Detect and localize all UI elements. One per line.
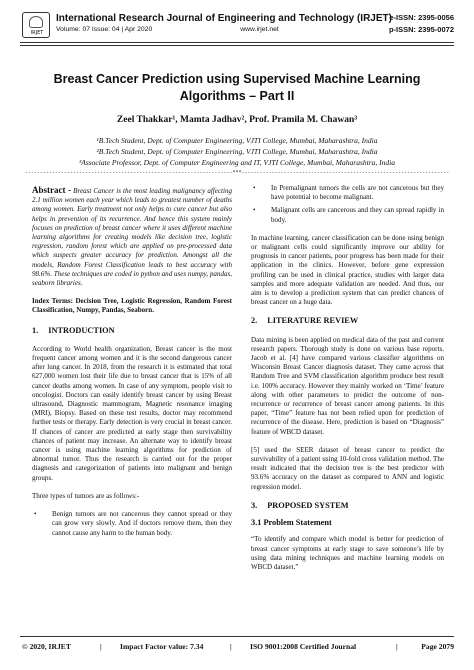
abstract-label: Abstract - bbox=[32, 185, 72, 195]
volume-line bbox=[56, 26, 279, 33]
section-number: 2. bbox=[251, 316, 258, 326]
problem-statement: “To identify and compare which model is better for prediction of breast cancer symptoms at early stage to save someone’s life by using data mining techniques and machine learning models on WBCD dataset.” bbox=[251, 535, 444, 571]
subsection-heading: 3.1 Problem Statement bbox=[251, 518, 332, 528]
index-terms: Index Terms: Decision Tree, Logistic Regression, Random Forest Classification, Numpy, Pandas, Seaborn. bbox=[32, 297, 232, 315]
right-column bbox=[251, 184, 444, 581]
literature-paragraph-2: [5] used the SEER dataset of breast cancer to predict the survivability of a patient using 10-fold cross validation method. The result indicated that the decision tree is the best predictor with 93.6% accuracy on the dataset as compared to ANN and logistic regression model. bbox=[251, 445, 444, 491]
volume-issue: Volume: 07 Issue: 04 | Apr 2020 bbox=[56, 26, 153, 33]
authors: Zeel Thakkar¹, Mamta Jadhav², Prof. Pramila M. Chawan³ bbox=[116, 115, 358, 125]
journal-header bbox=[22, 12, 454, 38]
paper-title bbox=[20, 71, 454, 105]
section-heading-introduction bbox=[32, 326, 232, 335]
tumor-types-intro: Three types of tumors are as follows:- bbox=[32, 491, 140, 500]
section-number: 1. bbox=[32, 325, 39, 335]
left-column bbox=[32, 186, 232, 547]
section-title: PROPOSED SYSTEM bbox=[267, 500, 349, 510]
page-number: Page 2079 bbox=[421, 642, 454, 651]
footer-sep-1: | bbox=[100, 642, 102, 651]
section-title: INTRODUCTION bbox=[48, 325, 115, 335]
header-rule bbox=[20, 42, 454, 43]
affiliation-3: ³Associate Professor, Dept. of Computer Engineering and IT, VJTI College, Mumbai, Maharashtra, India bbox=[79, 158, 395, 167]
tumor-list-part2 bbox=[251, 184, 444, 225]
footer-copyright: © 2020, IRJET bbox=[22, 642, 71, 651]
footer-iso: ISO 9001:2008 Certified Journal bbox=[250, 642, 357, 651]
title-line-1: Breast Cancer Prediction using Supervised Machine Learning bbox=[53, 72, 421, 86]
footer-sep-3: | bbox=[396, 642, 398, 651]
list-item: • Malignant cells are cancerous and they can spread rapidly in body. bbox=[251, 206, 444, 224]
logo-emblem-icon bbox=[29, 16, 43, 28]
literature-paragraph-1: Data mining is been applied on medical data of the past and current research papers. Thorough study is done on various base reports. Jacob et al. [4] have compared various classifier algorithms on Wisconsin Breast Cancer diagnosis dataset. They came across that Random Tree and SVM classification algorithm produce best result i.e. 100% accuracy. However they mainly worked on ‘Time’ feature along with other parameters to predict the outcome of non-recurrence or recurrence of breast cancer among patients. In this paper, “Time” feature has not been relied upon for prediction of recurrence of the disease. Here, prediction is based on “Diagnosis” feature of WBCD dataset. bbox=[251, 335, 444, 436]
section-number: 3. bbox=[251, 500, 258, 510]
footer-impact: Impact Factor value: 7.34 bbox=[120, 642, 204, 651]
section-title: LITERATURE REVIEW bbox=[267, 316, 359, 326]
footer-rule bbox=[20, 636, 454, 637]
list-item: • Benign tumors are not cancerous they cannot spread or they can grow very slowly. And if doctors remove them, then they cannot cause any harm to the human body. bbox=[32, 510, 232, 538]
journal-name: International Research Journal of Engineering and Technology (IRJET) bbox=[56, 13, 392, 24]
e-issn: e-ISSN: 2395-0056 bbox=[389, 13, 454, 22]
ml-paragraph: In machine learning, cancer classification can be done using benign or malignant cells could significantly improve our ability for prognosis in cancer patients, poor progress has been made for their application in the clinics. However, before gene expression profiling can be used in clinical practice, studies with larger data samples and more adequate validation are needed. And thus, our aim is to develop a prediction system that can predict chances of breast cancer on a huge data. bbox=[251, 233, 444, 307]
separator-line: ---------------------------------------------------------------------***--------------------------------------------------------------------- bbox=[24, 170, 450, 176]
section-heading-proposed bbox=[251, 501, 444, 510]
section-heading-literature bbox=[251, 316, 444, 325]
header-rule-2 bbox=[20, 45, 454, 46]
irjet-logo bbox=[22, 12, 50, 38]
title-line-2: Algorithms – Part II bbox=[179, 89, 295, 103]
intro-paragraph: According to World health organization, Breast cancer is the most frequent cancer among women and it is the second dangerous cancer after lung cancer. In 2018, from the research it is estimated that total 627,000 women lost their life due to breast cancer that is 15% of all cancer deaths among women. In case of any symptom, people visit to oncologist. Doctors can easily identify breast cancer by using Breast ultrasound, Diagnostic mammogram, Magnetic resonance imaging (MRI), Biopsy. Based on these test results, doctor may recommend further tests or therapy. Early detection is very crucial in breast cancer. If chances of cancer are predicted at early stage then survivability chances of patient may increase. An alternate way to identify breast cancer is using machine learning algorithms for prediction of abnormal tumor. Thus the research is carried out for the proper diagnosis and categorization of patients into malignant and benign groups. bbox=[32, 344, 232, 482]
footer-sep-2: | bbox=[230, 642, 232, 651]
logo-text: IRJET bbox=[30, 30, 44, 36]
affiliation-2: ²B.Tech Student, Dept. of Computer Engineering, VJTI College, Mumbai, Maharashtra, India bbox=[96, 147, 378, 156]
p-issn: p-ISSN: 2395-0072 bbox=[388, 25, 454, 34]
website-link[interactable]: www.irjet.net bbox=[240, 26, 279, 33]
affiliation-1: ¹B.Tech Student, Dept. of Computer Engineering, VJTI College, Mumbai, Maharashtra, India bbox=[96, 136, 378, 145]
abstract bbox=[32, 186, 232, 288]
tumor-list-part1 bbox=[32, 510, 232, 538]
abstract-text: Breast Cancer is the most leading malignancy affecting 2.1 million women each year which leads to greatest number of deaths among women. Early treatment not only helps to cure cancer but also helps in prevention of its recurrence. And hence this system mainly focuses on prediction of breast cancer where it uses different machine learning algorithms for creating models like decision tree, logistic regression, random forest which are applied on pre-processed data which suspects greater accuracy for prediction. Amongst all the models, Random Forest Classification leads to best accuracy with 98.6%. These techniques are coded in python and uses numpy, pandas, seaborn libraries. bbox=[32, 187, 232, 288]
list-item: • In Premalignant tumors the cells are not cancerous but they have potential to become malignant. bbox=[251, 184, 444, 202]
